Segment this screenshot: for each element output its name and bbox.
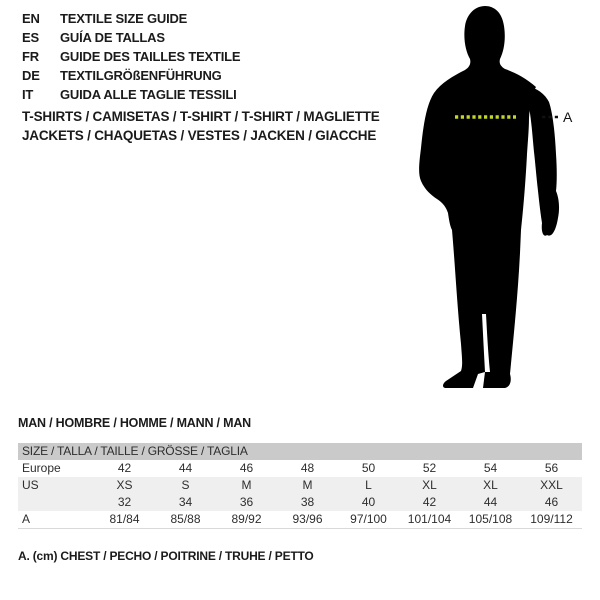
man-silhouette-body <box>419 6 536 388</box>
language-label: TEXTILE SIZE GUIDE <box>60 11 188 26</box>
row-label: Europe <box>22 461 61 475</box>
language-row-it <box>22 85 240 104</box>
size-table-header: SIZE / TALLA / TAILLE / GRÖSSE / TAGLIA <box>18 443 582 460</box>
language-label: GUIDE DES TAILLES TEXTILE <box>60 49 241 64</box>
row-label <box>18 494 94 511</box>
size-cell: 38 <box>300 495 315 509</box>
language-label: GUIDA ALLE TAGLIE TESSILI <box>60 87 237 102</box>
size-cell: 52 <box>422 461 437 475</box>
size-cell: 42 <box>117 461 132 475</box>
language-row-es <box>22 28 240 47</box>
man-silhouette-figure <box>415 2 580 392</box>
size-cell: XL <box>422 478 437 492</box>
table-row-europe <box>18 460 582 477</box>
size-cell: M <box>302 478 313 492</box>
size-cell: 46 <box>239 461 254 475</box>
table-row-a-chest <box>18 511 582 528</box>
size-cell: L <box>365 478 372 492</box>
table-row-us-numbers <box>18 494 582 511</box>
size-cell: 48 <box>300 461 315 475</box>
size-cell: 50 <box>361 461 376 475</box>
size-cell: 81/84 <box>109 512 140 526</box>
size-cell: 32 <box>117 495 132 509</box>
size-cell: 44 <box>483 495 498 509</box>
category-block <box>22 107 380 145</box>
size-cell: 97/100 <box>350 512 387 526</box>
language-label: GUÍA DE TALLAS <box>60 30 165 45</box>
language-code: FR <box>22 49 39 64</box>
language-code: DE <box>22 68 40 83</box>
footnote-chest-legend: A. (cm) CHEST / PECHO / POITRINE / TRUHE / PETTO <box>18 549 314 563</box>
size-cell: 109/112 <box>530 512 573 526</box>
size-cell: XL <box>483 478 498 492</box>
size-cell: XXL <box>540 478 563 492</box>
man-silhouette-arm <box>526 86 559 236</box>
size-cell: 89/92 <box>231 512 262 526</box>
measure-label-a: A <box>563 109 573 125</box>
size-cell: S <box>181 478 190 492</box>
size-cell: 101/104 <box>407 512 452 526</box>
category-line-jackets: JACKETS / CHAQUETAS / VESTES / JACKEN / GIACCHE <box>22 128 377 143</box>
language-row-de <box>22 66 240 85</box>
size-cell: 54 <box>483 461 498 475</box>
language-code: IT <box>22 87 34 102</box>
size-cell: 46 <box>544 495 559 509</box>
language-code: ES <box>22 30 39 45</box>
section-title-man: MAN / HOMBRE / HOMME / MANN / MAN <box>18 416 251 430</box>
table-row-us-letters <box>18 477 582 494</box>
size-cell: 42 <box>422 495 437 509</box>
size-cell: 105/108 <box>468 512 513 526</box>
language-code: EN <box>22 11 40 26</box>
size-cell: XS <box>116 478 133 492</box>
size-cell: 36 <box>239 495 254 509</box>
size-cell: 44 <box>178 461 193 475</box>
size-table <box>18 443 582 529</box>
man-silhouette-svg <box>415 2 580 392</box>
language-row-fr <box>22 47 240 66</box>
size-cell: 40 <box>361 495 376 509</box>
language-title-list <box>22 9 240 104</box>
language-label: TEXTILGRÖßENFÜHRUNG <box>60 68 222 83</box>
language-row-en <box>22 9 240 28</box>
row-label: A <box>22 512 31 526</box>
size-cell: 34 <box>178 495 193 509</box>
size-cell: 93/96 <box>292 512 323 526</box>
size-cell: M <box>241 478 252 492</box>
size-cell: 56 <box>544 461 559 475</box>
category-line-tshirts: T-SHIRTS / CAMISETAS / T-SHIRT / T-SHIRT / MAGLIETTE <box>22 109 380 124</box>
size-cell: 85/88 <box>170 512 201 526</box>
row-label: US <box>22 478 39 492</box>
